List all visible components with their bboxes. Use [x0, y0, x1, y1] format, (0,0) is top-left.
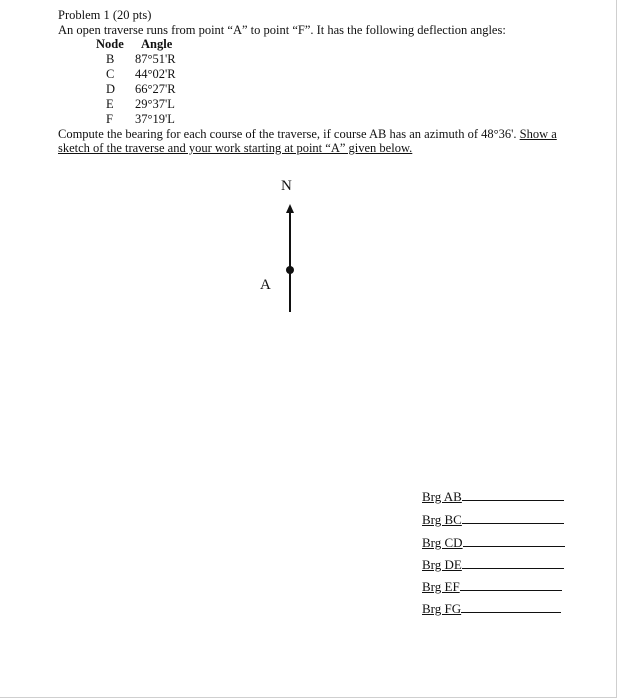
table-header-node: Node: [96, 37, 124, 51]
answer-blank[interactable]: [462, 511, 564, 524]
instruction-show-a: Show a: [519, 127, 557, 141]
north-label: N: [281, 178, 292, 194]
answer-row: [422, 534, 565, 551]
north-arrow-sketch: [280, 200, 300, 316]
answer-blank[interactable]: [463, 534, 565, 547]
answer-label: Brg EF: [422, 579, 460, 594]
table-row-node: E: [106, 97, 114, 111]
answer-label: Brg AB: [422, 489, 462, 504]
answer-label: Brg CD: [422, 535, 463, 550]
table-row-node: C: [106, 67, 115, 81]
table-row-node: B: [106, 52, 115, 66]
point-a-marker: [286, 266, 294, 274]
point-a-label: A: [260, 277, 271, 293]
table-row-angle: 37°19'L: [135, 112, 175, 126]
instruction-line-1: [58, 127, 557, 141]
instruction-text: Compute the bearing for each course of the traverse, if course AB has an azimuth of 48°36'.: [58, 127, 520, 141]
table-row-angle: 44°02'R: [135, 67, 176, 81]
table-row-node: D: [106, 82, 116, 96]
answer-label: Brg FG: [422, 601, 462, 616]
table-row-angle: 87°51'R: [135, 52, 176, 66]
instruction-line-2: sketch of the traverse and your work starting at point “A” given below.: [58, 141, 413, 155]
problem-title: Problem 1 (20 pts): [58, 8, 152, 22]
answer-blank[interactable]: [460, 578, 562, 591]
answer-blank[interactable]: [462, 556, 564, 569]
answer-row: [422, 556, 564, 573]
answer-blank[interactable]: [462, 488, 564, 501]
problem-intro: An open traverse runs from point “A” to point “F”. It has the following deflection angles:: [58, 23, 506, 37]
table-row-node: F: [106, 112, 113, 126]
answer-row: [422, 578, 562, 595]
table-header-angle: Angle: [141, 37, 173, 51]
answer-row: [422, 600, 561, 617]
table-row-angle: 66°27'R: [135, 82, 176, 96]
answer-row: [422, 511, 564, 528]
answer-label: Brg BC: [422, 512, 462, 527]
answer-row: [422, 488, 564, 505]
answer-label: Brg DE: [422, 557, 462, 572]
answer-blank[interactable]: [461, 600, 561, 613]
table-row-angle: 29°37'L: [135, 97, 175, 111]
